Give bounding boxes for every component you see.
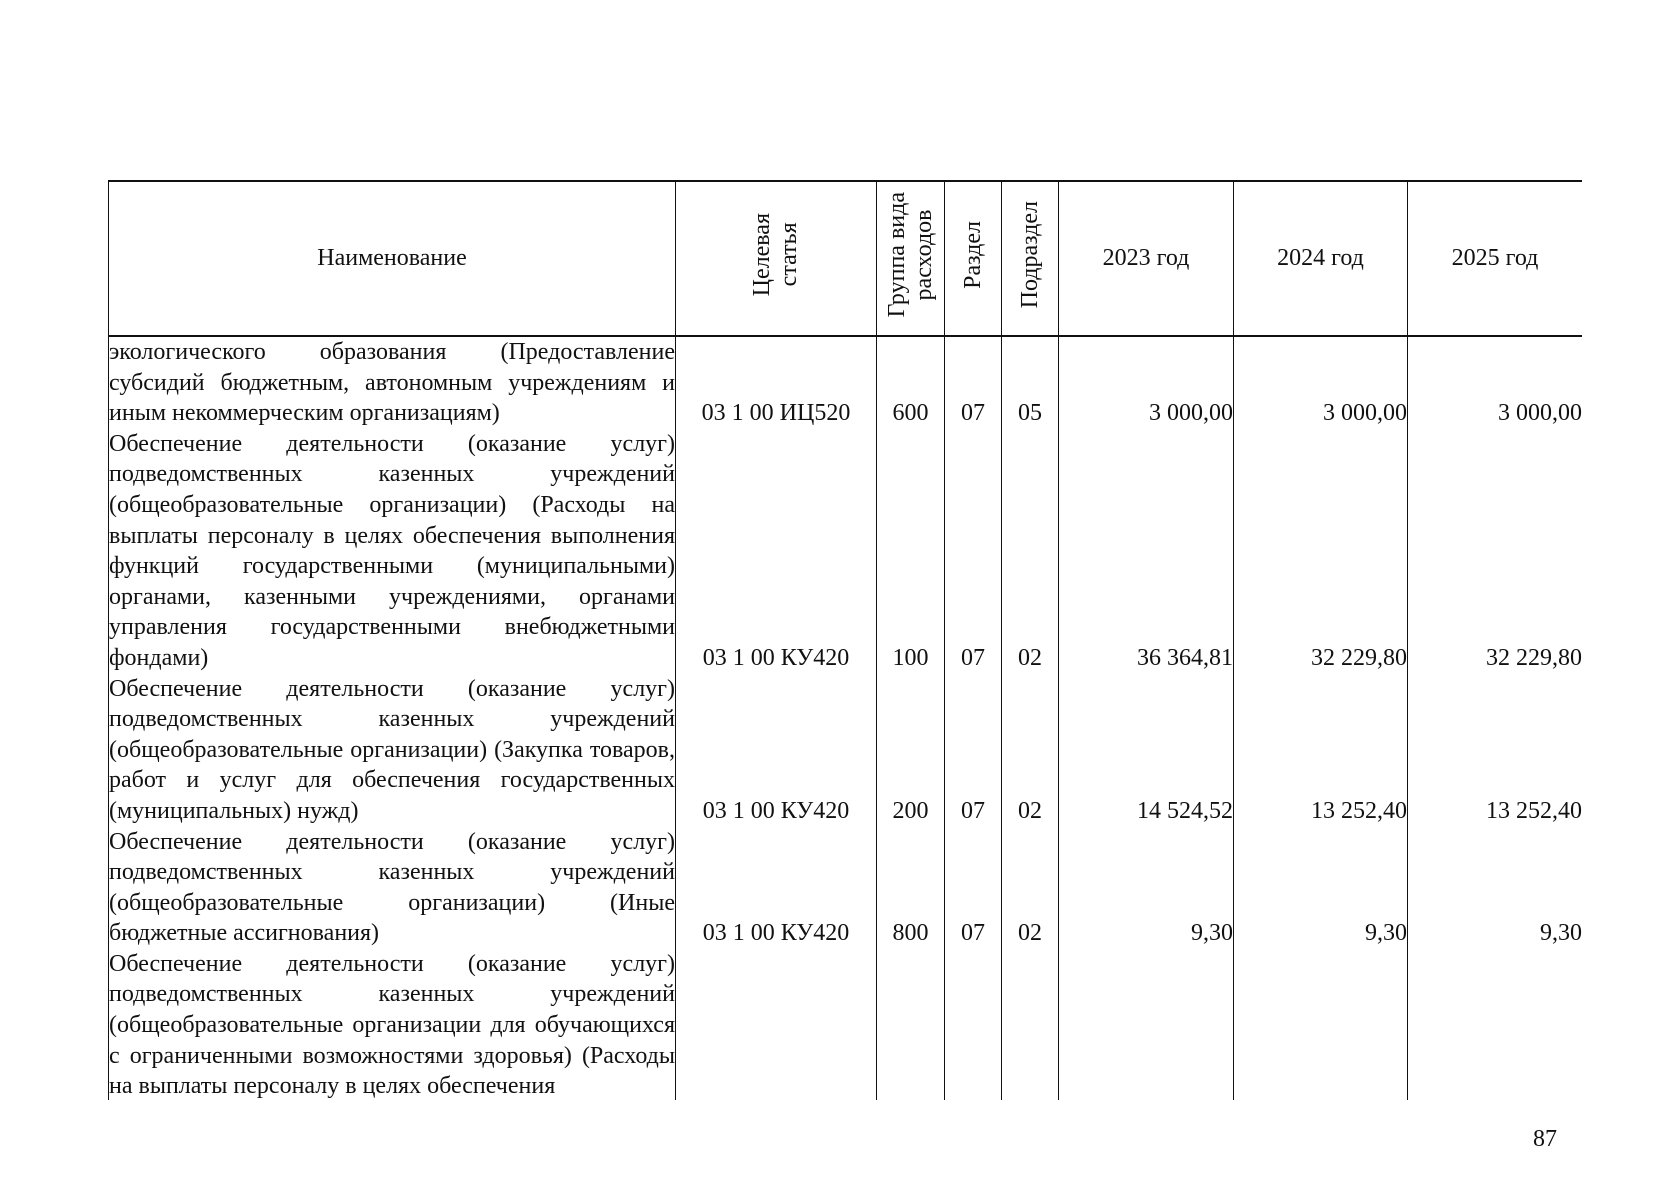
row-expense-group: 800 bbox=[877, 827, 945, 949]
header-subsection bbox=[1002, 181, 1059, 336]
header-target-article bbox=[676, 181, 877, 336]
row-target-article: 03 1 00 КУ420 bbox=[676, 827, 877, 949]
header-year-2023: 2023 год bbox=[1059, 181, 1234, 336]
row-amount-2025: 3 000,00 bbox=[1408, 336, 1583, 429]
row-amount-2023 bbox=[1059, 949, 1234, 1100]
header-target-article-line-1: Целевая bbox=[749, 213, 775, 297]
page-number: 87 bbox=[1533, 1126, 1557, 1152]
row-expense-group bbox=[877, 949, 945, 1100]
row-amount-2023: 14 524,52 bbox=[1059, 674, 1234, 827]
row-subsection: 02 bbox=[1002, 674, 1059, 827]
row-section: 07 bbox=[945, 674, 1002, 827]
row-name: экологического образования (Предоставление субсидий бюджетным, автономным учреждениям и иным некоммерческим организациям) bbox=[109, 336, 676, 429]
budget-table bbox=[108, 180, 1582, 1100]
table-row bbox=[109, 827, 1583, 949]
row-expense-group: 100 bbox=[877, 429, 945, 674]
table-row bbox=[109, 429, 1583, 674]
header-expense-group-line-1: Группа вида bbox=[883, 192, 910, 318]
row-name: Обеспечение деятельности (оказание услуг) подведомственных казенных учреждений (общеобразовательные организации) (Закупка товаров, работ и услуг для обеспечения государственных (муниципальных) нужд) bbox=[109, 674, 676, 827]
row-section: 07 bbox=[945, 429, 1002, 674]
row-target-article: 03 1 00 КУ420 bbox=[676, 429, 877, 674]
row-section bbox=[945, 949, 1002, 1100]
row-name: Обеспечение деятельности (оказание услуг) подведомственных казенных учреждений (общеобразовательные организации) (Расходы на выплаты персоналу в целях обеспечения выполнения функций государственными (муниципальными) органами, казенными учреждениями, органами управления государственными внебюджетными фондами) bbox=[109, 429, 676, 674]
header-target-article-line-2: статья bbox=[776, 223, 802, 287]
row-amount-2023: 36 364,81 bbox=[1059, 429, 1234, 674]
table-header-row bbox=[109, 181, 1583, 336]
header-expense-group-line-2: расходов bbox=[910, 209, 937, 301]
row-target-article: 03 1 00 КУ420 bbox=[676, 674, 877, 827]
table-row bbox=[109, 949, 1583, 1100]
header-expense-group bbox=[877, 181, 945, 336]
row-amount-2024: 9,30 bbox=[1234, 827, 1408, 949]
row-amount-2024: 32 229,80 bbox=[1234, 429, 1408, 674]
row-amount-2025: 32 229,80 bbox=[1408, 429, 1583, 674]
row-name: Обеспечение деятельности (оказание услуг) подведомственных казенных учреждений (общеобразовательные организации) (Иные бюджетные ассигнования) bbox=[109, 827, 676, 949]
row-section: 07 bbox=[945, 336, 1002, 429]
row-name: Обеспечение деятельности (оказание услуг) подведомственных казенных учреждений (общеобразовательные организации для обучающихся с ограниченными возможностями здоровья) (Расходы на выплаты персоналу в целях обеспечения bbox=[109, 949, 676, 1100]
table-row bbox=[109, 336, 1583, 429]
row-amount-2023: 3 000,00 bbox=[1059, 336, 1234, 429]
header-section bbox=[945, 181, 1002, 336]
row-amount-2025: 9,30 bbox=[1408, 827, 1583, 949]
row-subsection bbox=[1002, 949, 1059, 1100]
row-amount-2024: 3 000,00 bbox=[1234, 336, 1408, 429]
row-expense-group: 600 bbox=[877, 336, 945, 429]
header-subsection-label: Подраздел bbox=[1016, 201, 1043, 309]
row-target-article: 03 1 00 ИЦ520 bbox=[676, 336, 877, 429]
row-amount-2025 bbox=[1408, 949, 1583, 1100]
budget-table-wrapper bbox=[108, 180, 1582, 1100]
row-section: 07 bbox=[945, 827, 1002, 949]
table-row bbox=[109, 674, 1583, 827]
row-amount-2025: 13 252,40 bbox=[1408, 674, 1583, 827]
row-subsection: 05 bbox=[1002, 336, 1059, 429]
header-section-label: Раздел bbox=[959, 221, 986, 289]
row-amount-2023: 9,30 bbox=[1059, 827, 1234, 949]
header-year-2025: 2025 год bbox=[1408, 181, 1583, 336]
header-year-2024: 2024 год bbox=[1234, 181, 1408, 336]
header-name: Наименование bbox=[109, 181, 676, 336]
row-subsection: 02 bbox=[1002, 827, 1059, 949]
row-subsection: 02 bbox=[1002, 429, 1059, 674]
row-amount-2024 bbox=[1234, 949, 1408, 1100]
row-expense-group: 200 bbox=[877, 674, 945, 827]
row-target-article bbox=[676, 949, 877, 1100]
row-amount-2024: 13 252,40 bbox=[1234, 674, 1408, 827]
